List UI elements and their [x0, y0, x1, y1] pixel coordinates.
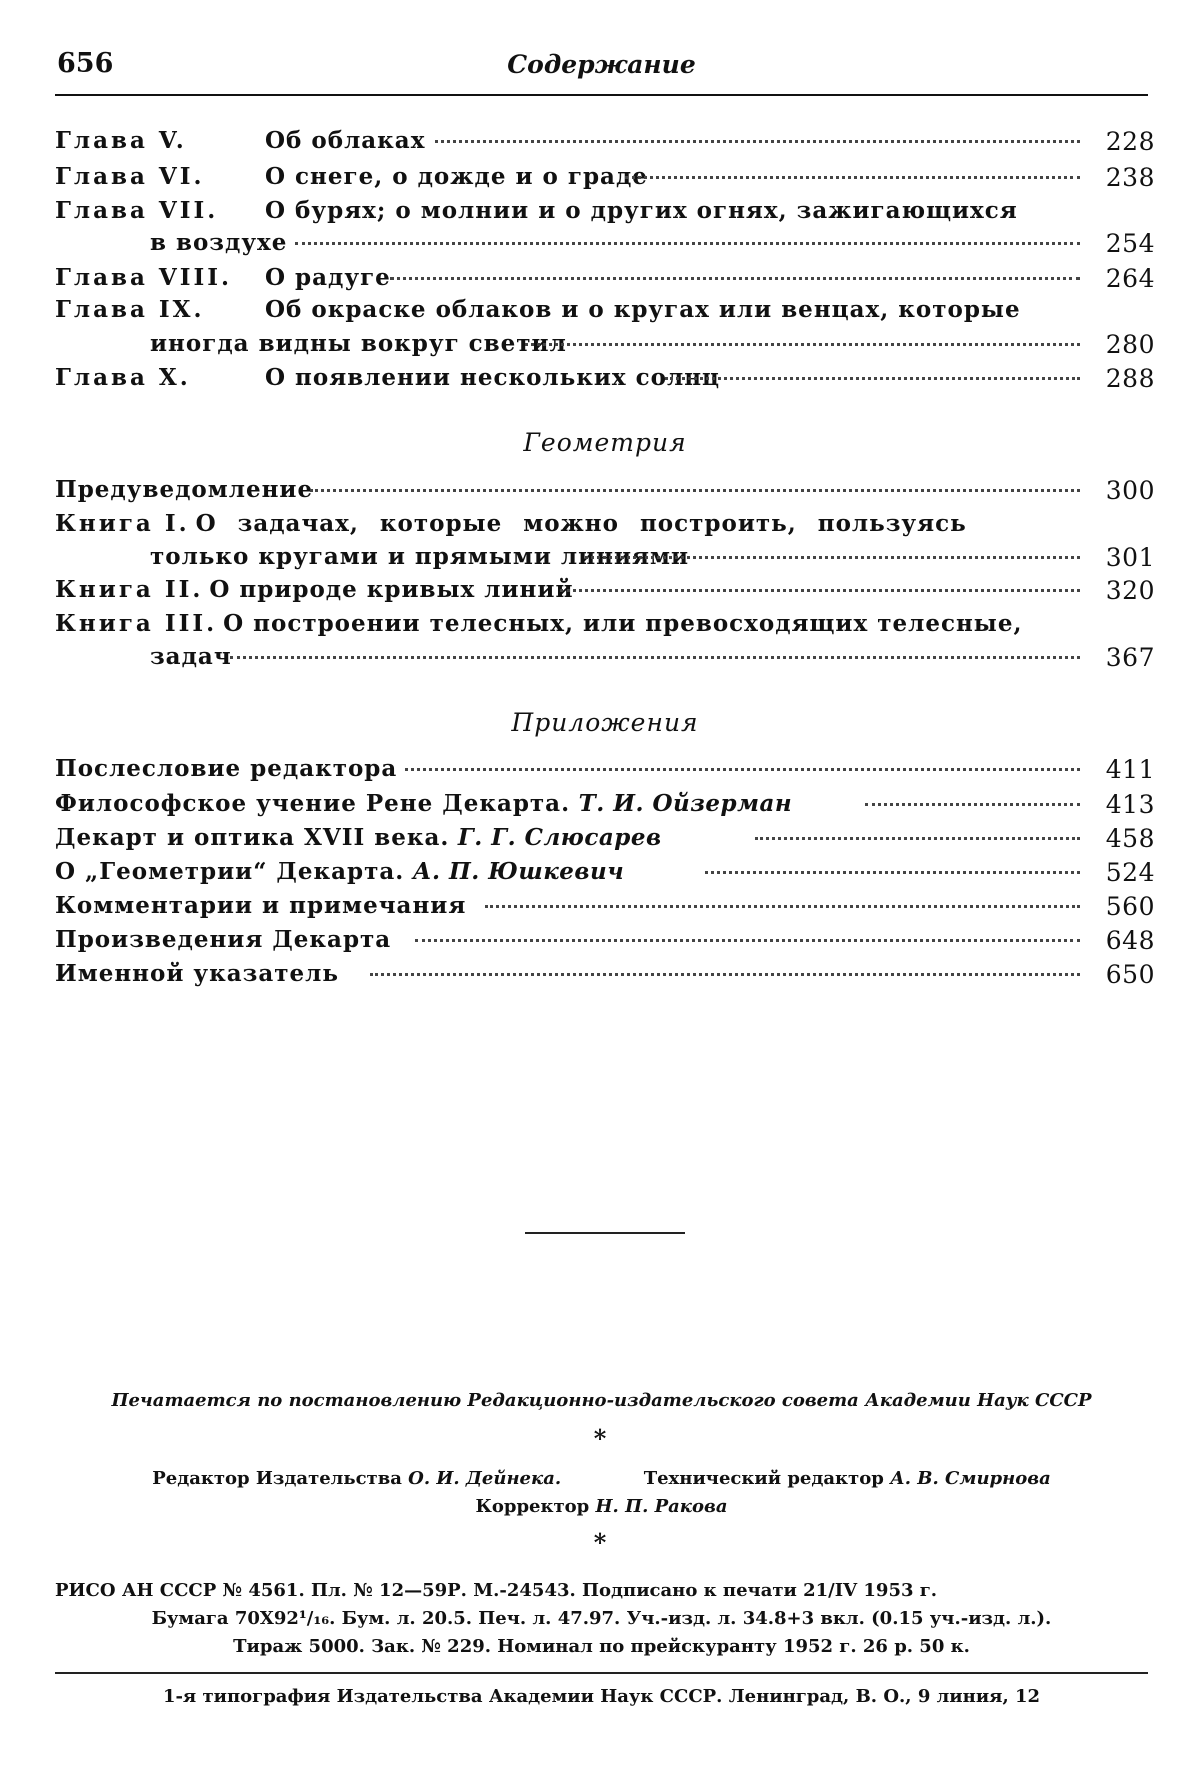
approval-line: Печатается по постановлению Редакционно-издательского совета Академии Наук СССР — [111, 1390, 1092, 1411]
toc-entry-title: Именной указатель — [55, 960, 339, 987]
toc-entry-author: Г. Г. Слюсарев — [457, 824, 662, 851]
toc-entry — [55, 296, 1155, 332]
toc-entry-title-continued: только кругами и прямыми линиями — [150, 543, 690, 570]
toc-entry-author: А. П. Юшкевич — [412, 858, 625, 885]
toc-entry-title: Декарт и оптика XVII века. — [55, 824, 450, 851]
toc-entry-page: 280 — [1105, 330, 1155, 359]
toc-entry-title: О природе кривых линий — [209, 576, 574, 603]
toc-entry-title: О построении телесных, или превосходящих телесные, — [223, 610, 1023, 637]
toc-entry-head: Книга I. — [55, 510, 190, 537]
page-number: 656 — [57, 48, 114, 79]
dot-leader — [370, 970, 1080, 976]
dot-leader — [390, 274, 1080, 280]
toc-entry — [55, 510, 1155, 546]
toc-entry-head: Книга III. — [55, 610, 218, 637]
toc-entry-author: Т. И. Ойзерман — [578, 790, 793, 817]
toc-entry-continuation — [55, 543, 1155, 579]
imprint-rule — [55, 1672, 1148, 1674]
toc-entry-page: 458 — [1105, 824, 1155, 853]
toc-entry-title: О задачах, которые можно построить, пользуясь — [195, 510, 967, 537]
toc-entry — [55, 127, 1155, 163]
toc-entry-page: 413 — [1105, 790, 1155, 819]
toc-entry-page: 367 — [1105, 643, 1155, 672]
toc-entry-page: 264 — [1105, 264, 1155, 293]
toc-entry-title: Комментарии и примечания — [55, 892, 467, 919]
page-header — [55, 48, 1148, 96]
toc-entry-title-continued: иногда видны вокруг светил — [150, 330, 567, 357]
toc-entry-head: Глава X. — [55, 364, 191, 391]
corrector-name: Н. П. Ракова — [595, 1496, 728, 1517]
dot-leader — [865, 800, 1080, 806]
toc-entry-head: Глава V. — [55, 127, 187, 154]
toc-entry-page: 300 — [1105, 476, 1155, 505]
toc-entry-title: Произведения Декарта — [55, 926, 392, 953]
asterisk-divider: * — [593, 1528, 607, 1557]
dot-leader — [665, 374, 1080, 380]
toc-entry — [55, 790, 1155, 826]
printer-line: 1-я типография Издательства Академии Наук СССР. Ленинград, В. О., 9 линия, 12 — [162, 1686, 1041, 1707]
dot-leader — [525, 340, 1080, 346]
imprint-line-1: РИСО АН СССР № 4561. Пл. № 12—59Р. М.-24543. Подписано к печати 21/IV 1953 г. — [55, 1580, 938, 1601]
toc-entry-title: О бурях; о молнии и о других огнях, зажигающихся — [265, 197, 1018, 224]
toc-entry — [55, 576, 1155, 612]
toc-entry-head: Книга II. — [55, 576, 204, 603]
toc-entry-head: Глава VI. — [55, 163, 205, 190]
editor-name: О. И. Дейнека. — [408, 1468, 562, 1489]
running-title: Содержание — [507, 50, 696, 79]
toc-entry — [55, 163, 1155, 199]
dot-leader — [295, 239, 1080, 245]
tech-editor-label: Технический редактор — [643, 1468, 884, 1489]
editor-label: Редактор Издательства — [152, 1468, 402, 1489]
toc-entry-page: 650 — [1105, 960, 1155, 989]
section-title-geometry: Геометрия — [523, 428, 687, 457]
toc-entry-page: 254 — [1105, 229, 1155, 258]
toc-entry-title: Об облаках — [265, 127, 426, 154]
toc-entry — [55, 858, 1155, 894]
toc-entry-title-continued: в воздухе — [150, 229, 288, 256]
dot-leader — [755, 834, 1080, 840]
toc-entry — [55, 610, 1155, 646]
toc-entry-head: Глава IX. — [55, 296, 205, 323]
section-title-appendix: Приложения — [511, 708, 699, 737]
toc-entry-page: 320 — [1105, 576, 1155, 605]
toc-entry-title: О снеге, о дожде и о граде — [265, 163, 648, 190]
imprint-line-2: Бумага 70Х92¹/₁₆. Бум. л. 20.5. Печ. л. 47.97. Уч.-изд. л. 34.8+3 вкл. (0.15 уч.-изд. л.). — [151, 1608, 1052, 1629]
imprint-line-3: Тираж 5000. Зак. № 229. Номинал по прейскуранту 1952 г. 26 р. 50 к. — [233, 1636, 970, 1657]
toc-entry — [55, 824, 1155, 860]
dot-leader — [230, 653, 1080, 659]
toc-entry — [55, 264, 1155, 300]
toc-entry — [55, 197, 1155, 233]
toc-entry-title-continued: задач — [150, 643, 232, 670]
toc-entry-head: Глава VII. — [55, 197, 219, 224]
toc-entry-title: О появлении нескольких солнц — [265, 364, 721, 391]
dot-leader — [625, 173, 1080, 179]
dot-leader — [435, 137, 1080, 143]
toc-entry — [55, 364, 1155, 400]
toc-entry — [55, 476, 1155, 512]
toc-entry — [55, 926, 1155, 962]
toc-entry-page: 411 — [1105, 755, 1155, 784]
dot-leader — [415, 936, 1080, 942]
dot-leader — [485, 902, 1080, 908]
dot-leader — [405, 765, 1080, 771]
toc-entry-title: Философское учение Рене Декарта. — [55, 790, 571, 817]
toc-entry-title: О радуге — [265, 264, 391, 291]
toc-entry — [55, 892, 1155, 928]
asterisk-divider: * — [593, 1424, 607, 1453]
toc-entry-title: Предуведомление — [55, 476, 314, 503]
separator-rule — [525, 1232, 685, 1234]
tech-editor-name: А. В. Смирнова — [890, 1468, 1051, 1489]
toc-entry-title: О „Геометрии“ Декарта. — [55, 858, 405, 885]
toc-entry-continuation — [55, 229, 1155, 265]
toc-entry-continuation — [55, 643, 1155, 679]
toc-entry — [55, 960, 1155, 996]
toc-entry-page: 228 — [1105, 127, 1155, 156]
toc-entry-page: 238 — [1105, 163, 1155, 192]
editors-line — [55, 1468, 1148, 1489]
dot-leader — [310, 486, 1080, 492]
toc-entry-continuation — [55, 330, 1155, 366]
toc-entry-page: 648 — [1105, 926, 1155, 955]
corrector-label: Корректор — [475, 1496, 590, 1517]
toc-entry-page: 301 — [1105, 543, 1155, 572]
toc-entry — [55, 755, 1155, 791]
toc-entry-page: 288 — [1105, 364, 1155, 393]
toc-entry-head: Глава VIII. — [55, 264, 233, 291]
toc-entry-title: Послесловие редактора — [55, 755, 398, 782]
dot-leader — [560, 586, 1080, 592]
dot-leader — [585, 553, 1080, 559]
toc-entry-title: Об окраске облаков и о кругах или венцах, которые — [265, 296, 1021, 323]
corrector-line — [55, 1496, 1148, 1517]
dot-leader — [705, 868, 1080, 874]
toc-entry-page: 524 — [1105, 858, 1155, 887]
toc-entry-page: 560 — [1105, 892, 1155, 921]
